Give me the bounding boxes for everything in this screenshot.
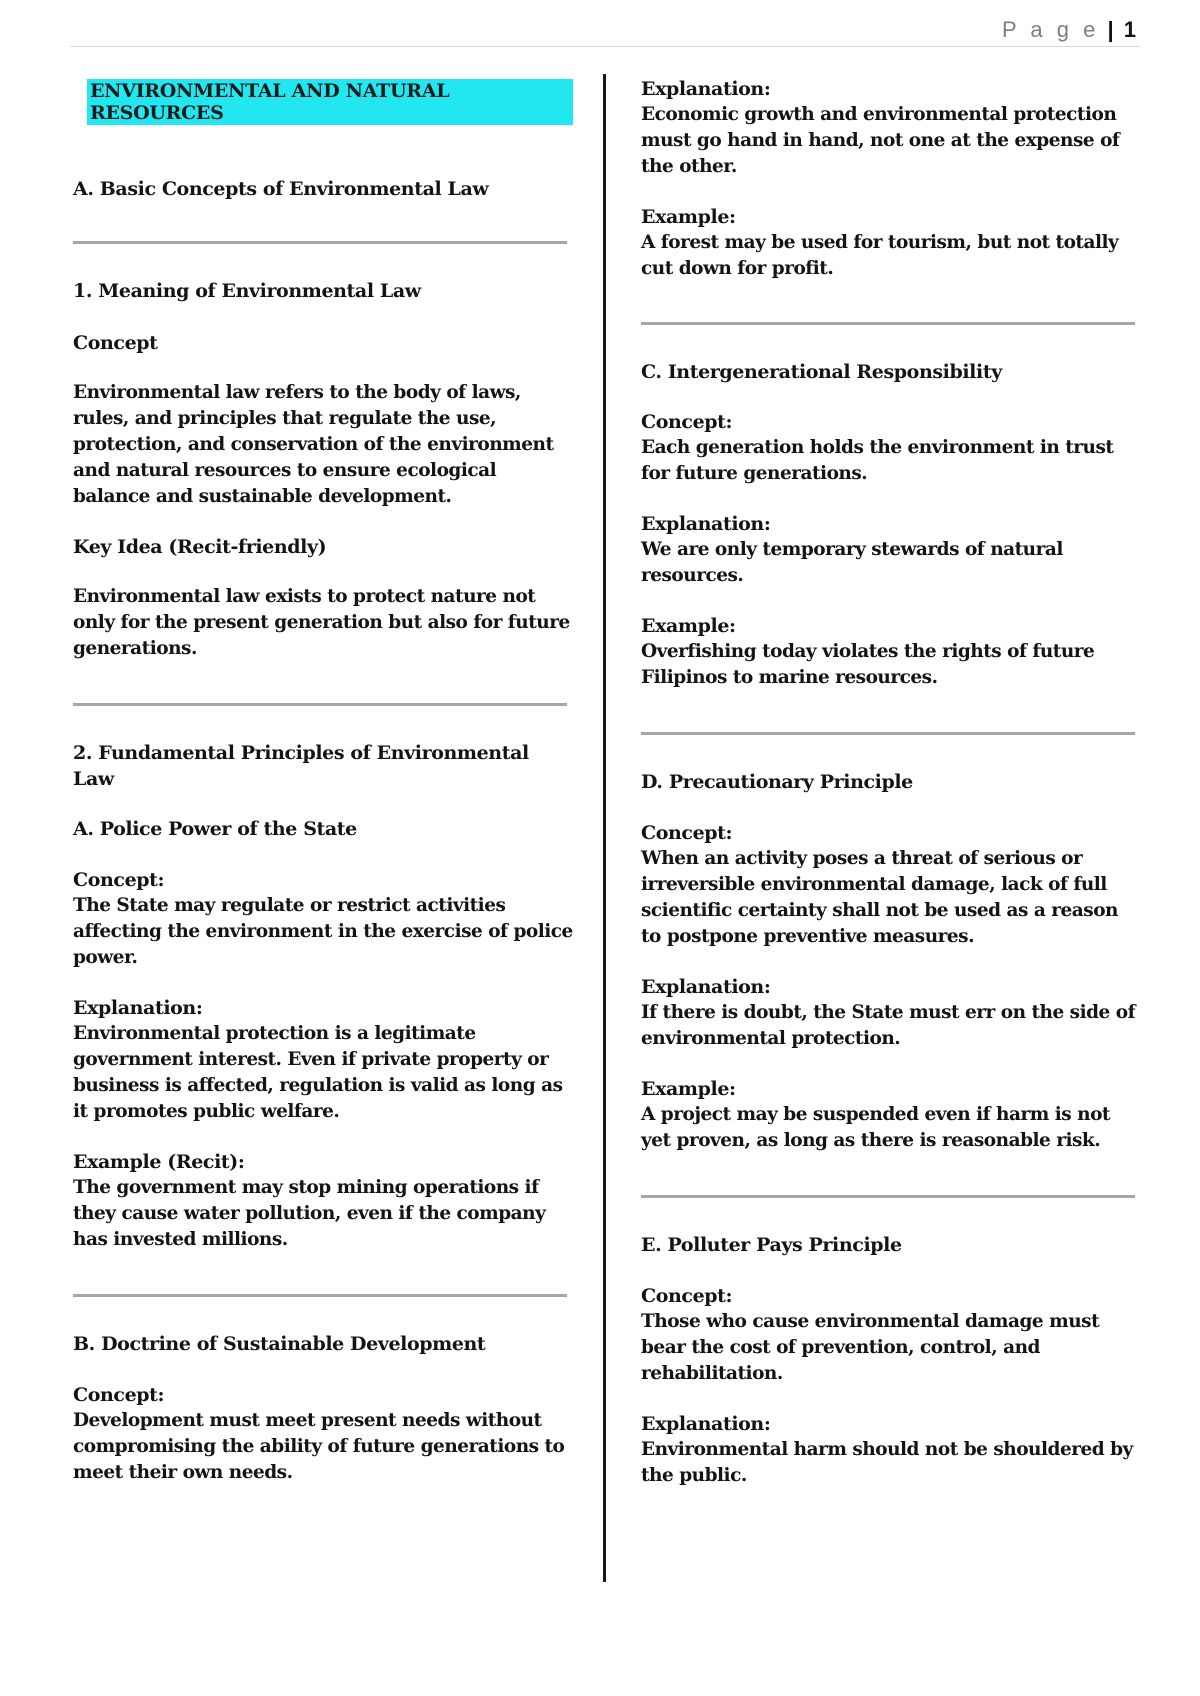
sd-explanation-text: Economic growth and environmental protection must go hand in hand, not one at the expense of the other. xyxy=(641,104,1120,177)
police-example-text: The government may stop mining operations if they cause water pollution, even if the company has invested millions. xyxy=(73,1177,546,1250)
polluter-pays-heading: E. Polluter Pays Principle xyxy=(641,1234,902,1256)
ir-explanation-text: We are only temporary stewards of natural resources. xyxy=(641,539,1063,586)
meaning-heading: 1. Meaning of Environmental Law xyxy=(73,280,421,302)
section-a-heading: A. Basic Concepts of Environmental Law xyxy=(73,178,489,200)
sustainable-concept-label: Concept: xyxy=(73,1384,165,1406)
pp-explanation-label: Explanation: xyxy=(641,976,771,998)
key-idea-text: Environmental law exists to protect nature not only for the present generation but also for future generations. xyxy=(73,586,570,659)
section-divider xyxy=(641,322,1135,325)
sd-explanation-label: Explanation: xyxy=(641,78,771,100)
page-header xyxy=(70,0,1140,47)
polluter-explanation-text: Environmental harm should not be shouldered by the public. xyxy=(641,1439,1133,1486)
ir-concept-text: Each generation holds the environment in trust for future generations. xyxy=(641,437,1114,484)
ir-example-label: Example: xyxy=(641,615,736,637)
page-label: P a g e xyxy=(1002,17,1100,42)
police-example-label: Example (Recit): xyxy=(73,1151,245,1173)
section-divider xyxy=(73,1294,567,1297)
section-divider xyxy=(73,241,567,244)
police-explanation-text: Environmental protection is a legitimate government interest. Even if private property or business is affected, regulation is valid as long as it promotes public welfare. xyxy=(73,1023,563,1122)
page-separator: | xyxy=(1107,17,1114,42)
column-divider xyxy=(603,74,606,1582)
polluter-concept-label: Concept: xyxy=(641,1285,733,1307)
left-column xyxy=(73,76,573,1486)
sustainable-concept-text: Development must meet present needs without compromising the ability of future generations to meet their own needs. xyxy=(73,1410,565,1483)
police-power-heading: A. Police Power of the State xyxy=(73,818,357,840)
pp-example-text: A project may be suspended even if harm is not yet proven, as long as there is reasonable risk. xyxy=(641,1104,1110,1151)
intergenerational-heading: C. Intergenerational Responsibility xyxy=(641,361,1002,383)
police-concept-label: Concept: xyxy=(73,869,165,891)
page-number: 1 xyxy=(1123,17,1136,42)
concept-label: Concept xyxy=(73,332,158,354)
ir-example-text: Overfishing today violates the rights of future Filipinos to marine resources. xyxy=(641,641,1095,688)
section-divider xyxy=(73,703,567,706)
document-title: ENVIRONMENTAL AND NATURAL RESOURCES xyxy=(87,79,573,125)
concept-text: Environmental law refers to the body of laws, rules, and principles that regulate the use, protection, and conservation of the environment and natural resources to ensure ecological balance and sustainable development. xyxy=(73,382,554,507)
pp-concept-text: When an activity poses a threat of serious or irreversible environmental damage, lack of full scientific certainty shall not be used as a reason to postpone preventive measures. xyxy=(641,848,1118,947)
section-divider xyxy=(641,732,1135,735)
section-divider xyxy=(641,1195,1135,1198)
page-number-block xyxy=(1002,17,1136,43)
sd-example-label: Example: xyxy=(641,206,736,228)
principles-heading: 2. Fundamental Principles of Environmental Law xyxy=(73,742,529,790)
ir-explanation-label: Explanation: xyxy=(641,513,771,535)
sd-example-text: A forest may be used for tourism, but not totally cut down for profit. xyxy=(641,232,1119,279)
police-explanation-label: Explanation: xyxy=(73,997,203,1019)
precautionary-heading: D. Precautionary Principle xyxy=(641,771,913,793)
pp-example-label: Example: xyxy=(641,1078,736,1100)
sustainable-development-heading: B. Doctrine of Sustainable Development xyxy=(73,1333,486,1355)
pp-concept-label: Concept: xyxy=(641,822,733,844)
polluter-explanation-label: Explanation: xyxy=(641,1413,771,1435)
ir-concept-label: Concept: xyxy=(641,411,733,433)
right-column xyxy=(641,76,1141,1489)
police-concept-text: The State may regulate or restrict activities affecting the environment in the exercise of police power. xyxy=(73,895,573,968)
key-idea-label: Key Idea (Recit-friendly) xyxy=(73,536,327,558)
polluter-concept-text: Those who cause environmental damage must bear the cost of prevention, control, and rehabilitation. xyxy=(641,1311,1100,1384)
pp-explanation-text: If there is doubt, the State must err on the side of environmental protection. xyxy=(641,1002,1136,1049)
